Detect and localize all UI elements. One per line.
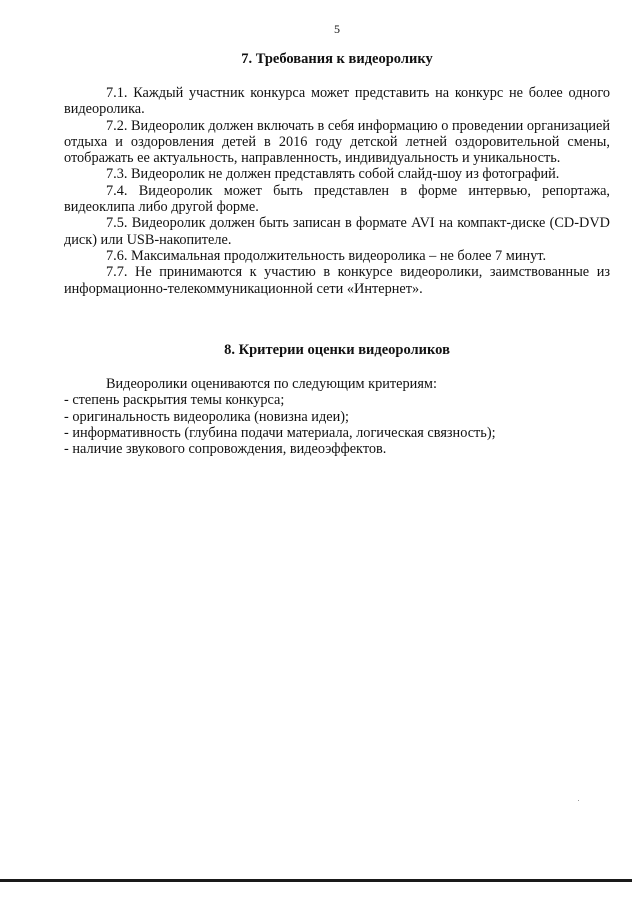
- criteria-item: - информативность (глубина подачи материала, логическая связность);: [64, 424, 496, 441]
- page-number: 5: [334, 22, 340, 36]
- scan-bottom-edge: [0, 879, 632, 882]
- scan-speck: [578, 800, 579, 801]
- section-8-heading: 8. Критерии оценки видеороликов: [224, 342, 450, 358]
- section-8-criteria: [64, 376, 610, 457]
- requirement-7-3: 7.3. Видеоролик не должен представлять собой слайд-шоу из фотографий.: [106, 166, 560, 183]
- requirement-7-7: 7.7. Не принимаются к участию в конкурсе видеоролики, заимствованные из информационно-телекоммуникационной сети «Интернет».: [64, 264, 610, 297]
- criteria-item: - степень раскрытия темы конкурса;: [64, 392, 285, 409]
- requirement-7-4: 7.4. Видеоролик может быть представлен в форме интервью, репортажа, видеоклипа либо другой форме.: [64, 182, 610, 216]
- requirement-7-5: 7.5. Видеоролик должен быть записан в формате AVI на компакт-диске (CD-DVD диск) или USB-накопителе.: [64, 215, 610, 248]
- criteria-item: - наличие звукового сопровождения, видеоэффектов.: [64, 441, 387, 458]
- criteria-item: - оригинальность видеоролика (новизна идеи);: [64, 408, 349, 425]
- section-7-heading: 7. Требования к видеоролику: [241, 51, 433, 67]
- requirement-7-2: 7.2. Видеоролик должен включать в себя информацию о проведении организацией отдыха и оздоровления детей в 2016 году детской летней оздоровительной смены, отображать ее актуальность, направленность, индивидуальность и уникальность.: [64, 117, 610, 167]
- criteria-intro: Видеоролики оцениваются по следующим критериям:: [106, 376, 437, 392]
- requirement-7-1: 7.1. Каждый участник конкурса может представить на конкурс не более одного видеоролика.: [64, 85, 610, 118]
- section-7-requirements: [64, 85, 610, 297]
- requirement-7-6: 7.6. Максимальная продолжительность видеоролика – не более 7 минут.: [106, 247, 547, 264]
